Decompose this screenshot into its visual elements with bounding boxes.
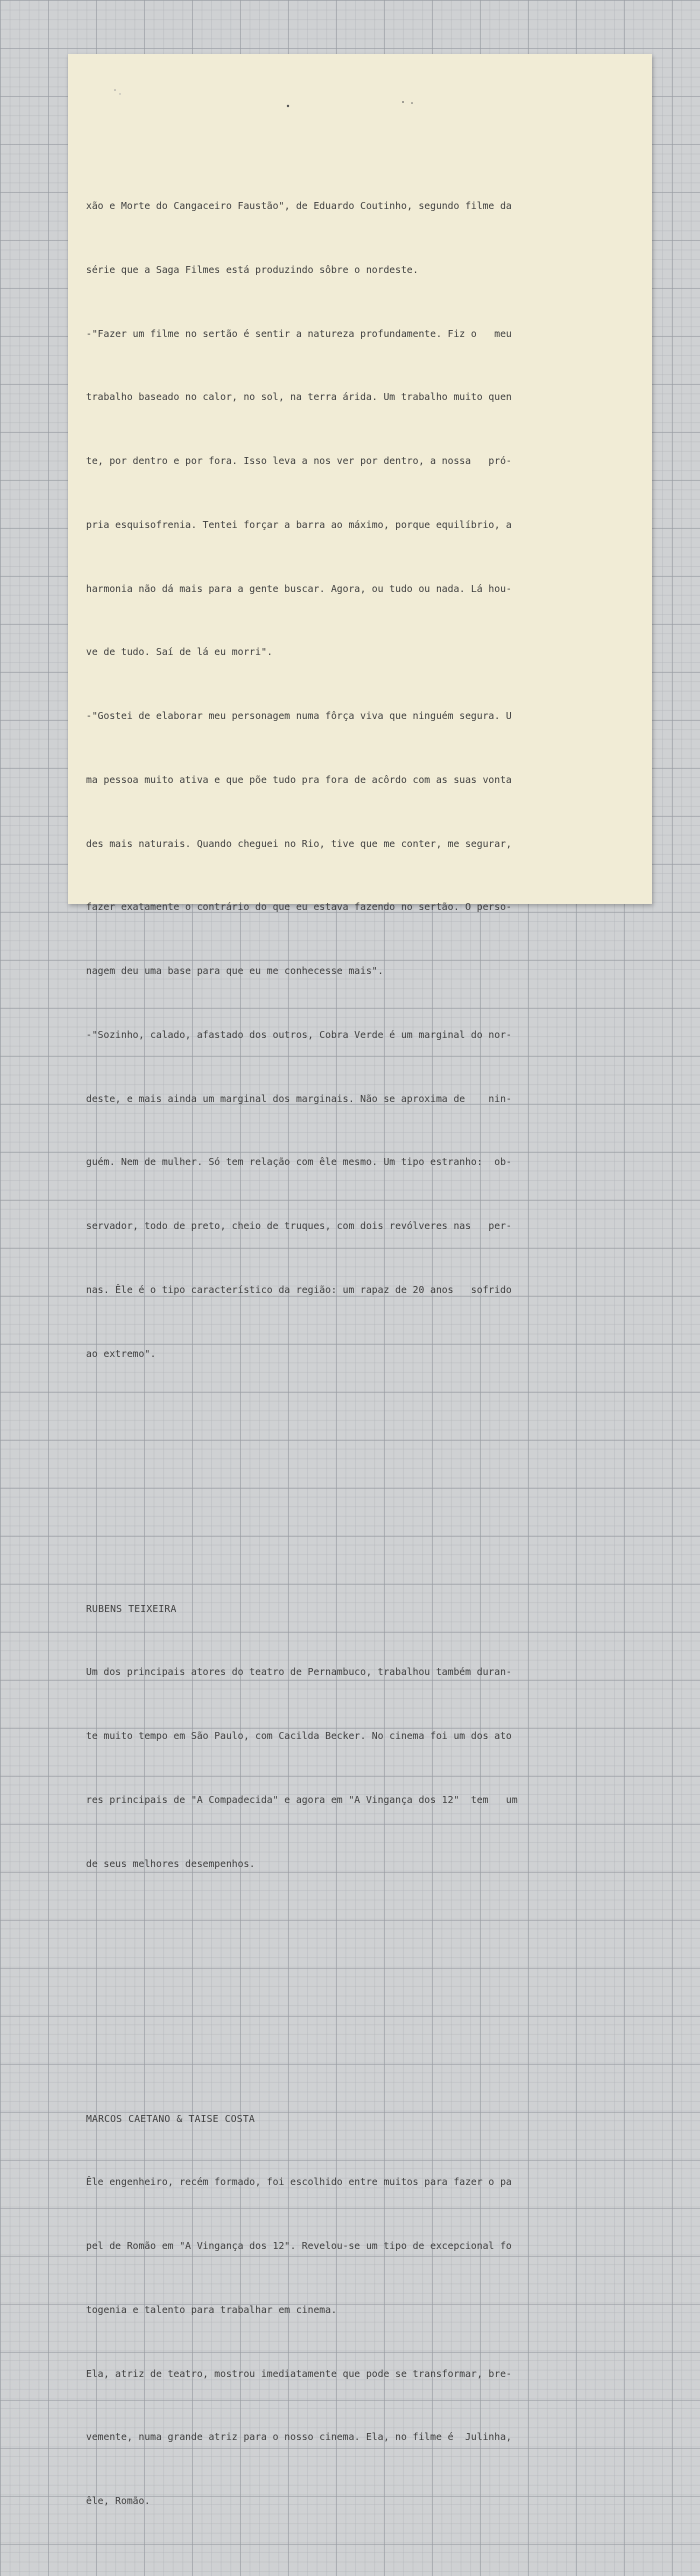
paper-speck: [114, 89, 116, 91]
text-line: ve de tudo. Saí de lá eu morri".: [86, 647, 273, 659]
text-line: êle, Romão.: [86, 2496, 151, 2507]
text-line: togenia e talento para trabalhar em cinema.: [86, 2304, 337, 2316]
text-line: -"Fazer um filme no sertão é sentir a natureza profundamente. Fiz o meu: [86, 328, 512, 340]
text-line: servador, todo de preto, cheio de truques, com dois revólveres nas per-: [86, 1221, 512, 1232]
text-line: xão e Morte do Cangaceiro Faustão", de Eduardo Coutinho, segundo filme da: [86, 201, 512, 212]
section-heading: RUBENS TEIXEIRA: [86, 1603, 177, 1615]
text-line: te, por dentro e por fora. Isso leva a nos ver por dentro, a nossa pró-: [86, 456, 512, 467]
text-line: -"Gostei de elaborar meu personagem numa fôrça viva que ninguém segura. U: [86, 711, 512, 722]
text-line: ma pessoa muito ativa e que põe tudo pra fora de acôrdo com as suas vonta: [86, 774, 512, 786]
text-line: nas. Êle é o tipo característico da região: um rapaz de 20 anos sofrido: [86, 1284, 512, 1296]
typewritten-text: [86, 111, 604, 2576]
text-line: nagem deu uma base para que eu me conhecesse mais".: [86, 966, 384, 977]
text-line: de seus melhores desempenhos.: [86, 1858, 256, 1870]
text-line: -"Sozinho, calado, afastado dos outros, Cobra Verde é um marginal do nor-: [86, 1029, 512, 1041]
paper-speck: [287, 105, 289, 107]
text-line: vemente, numa grande atriz para o nosso cinema. Ela, no filme é Julinha,: [86, 2432, 512, 2444]
paper-speck: [119, 93, 120, 94]
text-line: trabalho baseado no calor, no sol, na terra árida. Um trabalho muito quen: [86, 392, 512, 404]
text-line: res principais de "A Compadecida" e agora em "A Vingança dos 12" tem um: [86, 1794, 518, 1806]
text-line: ao extremo".: [86, 1348, 156, 1360]
text-line: Êle engenheiro, recém formado, foi escolhido entre muitos para fazer o pa: [86, 2177, 512, 2189]
text-line: fazer exatamente o contrário do que eu estava fazendo no sertão. O perso-: [86, 902, 512, 914]
blank-line: [86, 1471, 604, 1492]
text-line: te muito tempo em São Paulo, com Cacilda Becker. No cinema foi um dos ato: [86, 1731, 512, 1742]
section-marcos-caetano: [86, 2066, 604, 2555]
text-line: pria esquisofrenia. Tentei forçar a barra ao máximo, porque equilíbrio, a: [86, 519, 512, 531]
text-line: deste, e mais ainda um marginal dos marginais. Não se aproxima de nin-: [86, 1093, 512, 1105]
text-line: harmonia não dá mais para a gente buscar. Agora, ou tudo ou nada. Lá hou-: [86, 583, 512, 595]
paper-speck: [411, 102, 413, 104]
section-intro: [86, 154, 604, 1408]
blank-line: [86, 1981, 604, 2002]
text-line: pel de Romão em "A Vingança dos 12". Revelou-se um tipo de excepcional fo: [86, 2241, 512, 2252]
section-heading: MARCOS CAETANO & TAISE COSTA: [86, 2113, 255, 2125]
text-line: Um dos principais atores do teatro de Pernambuco, trabalhou também duran-: [86, 1667, 512, 1679]
text-line: guém. Nem de mulher. Só tem relação com êle mesmo. Um tipo estranho: ob-: [86, 1157, 512, 1169]
text-line: série que a Saga Filmes está produzindo sôbre o nordeste.: [86, 264, 419, 276]
text-line: Ela, atriz de teatro, mostrou imediatamente que pode se transformar, bre-: [86, 2368, 512, 2380]
section-rubens-teixeira: [86, 1556, 604, 1917]
text-line: des mais naturais. Quando cheguei no Rio, tive que me conter, me segurar,: [86, 838, 512, 850]
paper-speck: [402, 101, 404, 103]
